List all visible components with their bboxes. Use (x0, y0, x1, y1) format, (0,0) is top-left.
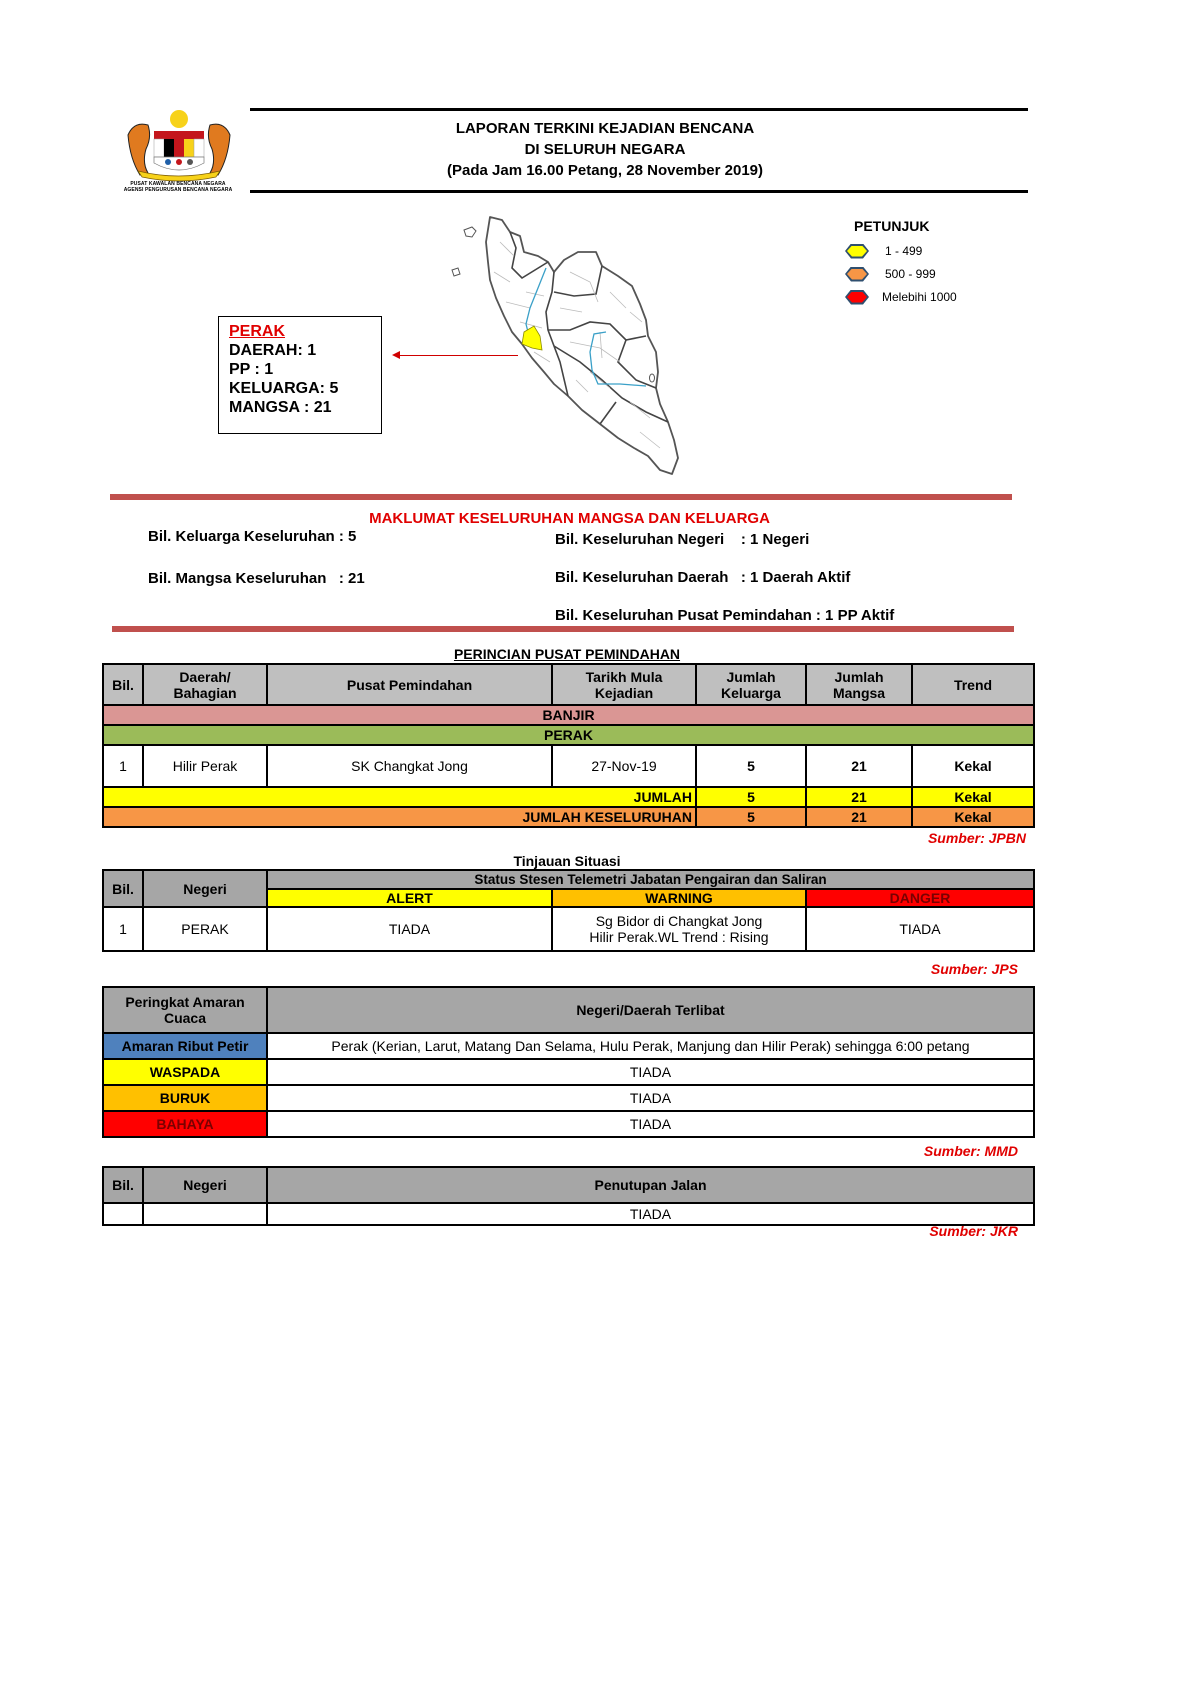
table-row (103, 1085, 1034, 1111)
table-row (103, 907, 1034, 951)
level-bahaya: BAHAYA (103, 1111, 267, 1137)
cell-daerah: Hilir Perak (143, 745, 267, 787)
jumlah-keseluruhan-keluarga: 5 (696, 807, 806, 827)
logo-caption-line1: PUSAT KAWALAN BENCANA NEGARA (130, 181, 226, 187)
legend-label: 1 - 499 (885, 244, 923, 258)
cell-negeri (143, 1203, 267, 1225)
cell-bil: 1 (103, 907, 143, 951)
callout-arrow-head-icon (392, 351, 400, 359)
weather-header-row (103, 987, 1034, 1033)
col-header-trend: Trend (912, 664, 1034, 705)
level-amaran-ribut-petir: Amaran Ribut Petir (103, 1033, 267, 1059)
jumlah-label: JUMLAH (103, 787, 696, 807)
cell-bil: 1 (103, 745, 143, 787)
header-top-rule (250, 108, 1028, 111)
legend-title: PETUNJUK (854, 218, 930, 234)
col-header-mangsa: Jumlah Mangsa (806, 664, 912, 705)
summary-total-keluarga: Bil. Keluarga Keseluruhan : 5 (148, 528, 357, 545)
road-closure-table (102, 1166, 1035, 1226)
col-header-danger: DANGER (806, 889, 1034, 907)
callout-arrow-line (398, 355, 518, 356)
logo-caption (112, 181, 244, 193)
table-row (103, 1111, 1034, 1137)
col-header-daerah: Daerah/ Bahagian (143, 664, 267, 705)
cell-area: TIADA (267, 1059, 1034, 1085)
legend-item-low (845, 241, 922, 261)
summary-total-negeri: Bil. Keseluruhan Negeri : 1 Negeri (555, 531, 810, 548)
orange-hexagon-icon (845, 267, 869, 282)
callout-daerah: DAERAH: 1 (229, 342, 317, 359)
summary-title: MAKLUMAT KESELURUHAN MANGSA DAN KELUARGA (369, 510, 770, 527)
telemetry-header-row (103, 870, 1034, 889)
cell-area: TIADA (267, 1085, 1034, 1111)
cell-bil (103, 1203, 143, 1225)
summary-total-pp: Bil. Keseluruhan Pusat Pemindahan : 1 PP Aktif (555, 607, 895, 624)
col-header-negeri: Negeri (143, 870, 267, 907)
cell-mangsa: 21 (806, 745, 912, 787)
peninsular-malaysia-map (450, 212, 720, 482)
cell-area: Perak (Kerian, Larut, Matang Dan Selama, Hulu Perak, Manjung dan Hilir Perak) sehingga 6:00 petang (267, 1033, 1034, 1059)
report-subtitle: DI SELURUH NEGARA (524, 141, 686, 158)
jumlah-row (103, 787, 1034, 807)
jumlah-trend: Kekal (912, 787, 1034, 807)
callout-state: PERAK (229, 323, 286, 340)
logo-caption-line2: AGENSI PENGURUSAN BENCANA NEGARA (123, 187, 233, 193)
telemetry-status-table (102, 869, 1035, 952)
callout-keluarga: KELUARGA: 5 (229, 380, 339, 397)
road-header-row (103, 1167, 1034, 1203)
col-header-bil: Bil. (103, 664, 143, 705)
state-callout-box (218, 316, 382, 434)
situasi-table-title: Tinjauan Situasi (513, 853, 621, 869)
warning-station: Sg Bidor di Changkat Jong (595, 913, 763, 929)
jumlah-keluarga: 5 (696, 787, 806, 807)
cell-keluarga: 5 (696, 745, 806, 787)
cell-jalan: TIADA (267, 1203, 1034, 1225)
state-perak: PERAK (103, 725, 1034, 745)
col-header-telemetry-group: Status Stesen Telemetri Jabatan Pengairan dan Saliran (267, 870, 1034, 889)
report-timestamp: (Pada Jam 16.00 Petang, 28 November 2019) (447, 162, 763, 179)
col-header-bil: Bil. (103, 870, 143, 907)
source-jkr: Sumber: JKR (929, 1223, 1018, 1239)
evacuation-centre-table (102, 663, 1035, 828)
cell-tarikh: 27-Nov-19 (552, 745, 696, 787)
header-bottom-rule (250, 190, 1028, 193)
table-header-row (103, 664, 1034, 705)
yellow-hexagon-icon (845, 244, 869, 259)
jumlah-keseluruhan-mangsa: 21 (806, 807, 912, 827)
jumlah-keseluruhan-row (103, 807, 1034, 827)
level-waspada: WASPADA (103, 1059, 267, 1085)
callout-pp: PP : 1 (229, 361, 274, 378)
level-buruk: BURUK (103, 1085, 267, 1111)
disaster-type-row (103, 705, 1034, 725)
report-title: LAPORAN TERKINI KEJADIAN BENCANA (455, 120, 755, 137)
callout-mangsa: MANGSA : 21 (229, 399, 332, 416)
source-jpbn: Sumber: JPBN (927, 830, 1026, 846)
source-jps: Sumber: JPS (930, 961, 1018, 977)
col-header-level: Peringkat Amaran Cuaca (103, 987, 267, 1033)
col-header-alert: ALERT (267, 889, 552, 907)
table-row (103, 1059, 1034, 1085)
col-header-bil: Bil. (103, 1167, 143, 1203)
warning-trend: Hilir Perak.WL Trend : Rising (589, 929, 769, 945)
jumlah-mangsa: 21 (806, 787, 912, 807)
legend-label: 500 - 999 (885, 267, 936, 281)
pp-table-title: PERINCIAN PUSAT PEMINDAHAN (453, 646, 681, 662)
table-row (103, 1203, 1034, 1225)
legend-item-high (845, 287, 957, 307)
summary-bottom-divider (112, 626, 1014, 632)
summary-total-mangsa: Bil. Mangsa Keseluruhan : 21 (148, 570, 365, 587)
col-header-pusat: Pusat Pemindahan (267, 664, 552, 705)
jumlah-keseluruhan-trend: Kekal (912, 807, 1034, 827)
summary-top-divider (110, 494, 1012, 500)
legend-item-medium (845, 264, 936, 284)
table-row (103, 745, 1034, 787)
table-row (103, 1033, 1034, 1059)
state-row (103, 725, 1034, 745)
cell-danger: TIADA (806, 907, 1034, 951)
col-header-tarikh: Tarikh Mula Kejadian (552, 664, 696, 705)
red-hexagon-icon (845, 290, 869, 305)
cell-trend: Kekal (912, 745, 1034, 787)
col-header-keluarga: Jumlah Keluarga (696, 664, 806, 705)
summary-total-daerah: Bil. Keseluruhan Daerah : 1 Daerah Aktif (555, 569, 851, 586)
col-header-negeri: Negeri (143, 1167, 267, 1203)
cell-warning (552, 907, 806, 951)
col-header-area: Negeri/Daerah Terlibat (267, 987, 1034, 1033)
source-mmd: Sumber: MMD (923, 1143, 1018, 1159)
col-header-warning: WARNING (552, 889, 806, 907)
disaster-type-banjir: BANJIR (103, 705, 1034, 725)
jumlah-keseluruhan-label: JUMLAH KESELURUHAN (103, 807, 696, 827)
cell-negeri: PERAK (143, 907, 267, 951)
cell-pusat: SK Changkat Jong (267, 745, 552, 787)
legend-label: Melebihi 1000 (882, 290, 957, 304)
cell-area: TIADA (267, 1111, 1034, 1137)
col-header-jalan: Penutupan Jalan (267, 1167, 1034, 1203)
cell-alert: TIADA (267, 907, 552, 951)
weather-warning-table (102, 986, 1035, 1138)
